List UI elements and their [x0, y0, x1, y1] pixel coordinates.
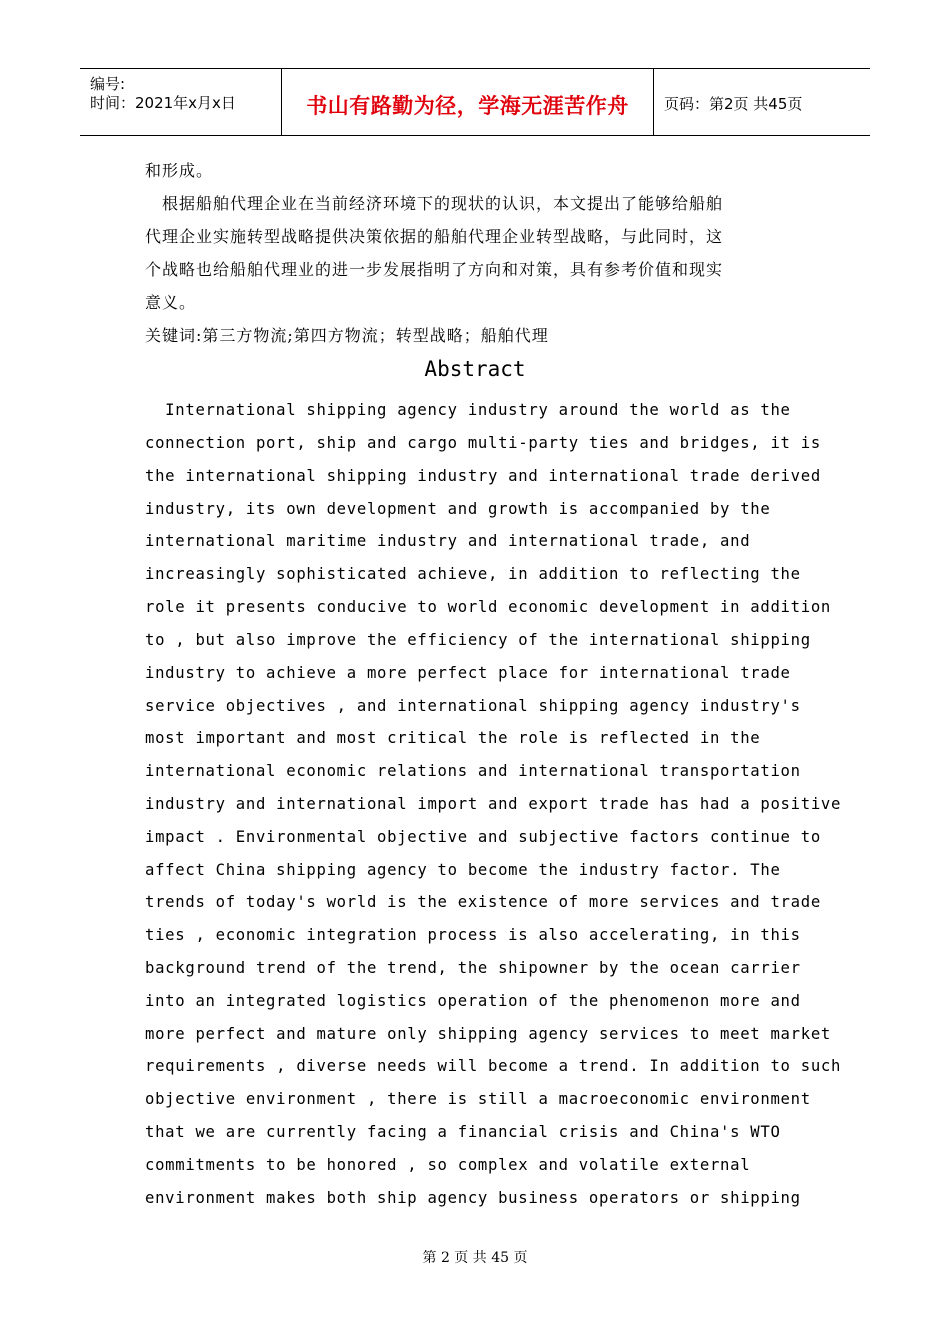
- abstract-line: international economic relations and international transportation: [145, 762, 801, 780]
- chinese-line: 代理企业实施转型战略提供决策依据的船舶代理企业转型战略，与此同时，这: [145, 227, 724, 246]
- abstract-line: to , but also improve the efficiency of the international shipping: [145, 631, 811, 649]
- header-page-info: 页码：第2页 共45页: [664, 95, 803, 113]
- abstract-line: most important and most critical the role is reflected in the: [145, 729, 761, 747]
- abstract-line: objective environment , there is still a macroeconomic environment: [145, 1090, 811, 1108]
- abstract-line: the international shipping industry and international trade derived: [145, 467, 821, 485]
- header-motto-cell: [281, 69, 654, 135]
- abstract-line: role it presents conducive to world economic development in addition: [145, 598, 831, 616]
- header-page-cell: [654, 69, 870, 135]
- abstract-line: connection port, ship and cargo multi-party ties and bridges, it is: [145, 434, 821, 452]
- abstract-line: into an integrated logistics operation of the phenomenon more and: [145, 992, 801, 1010]
- chinese-line: 和形成。: [145, 161, 214, 180]
- chinese-line: 个战略也给船舶代理业的进一步发展指明了方向和对策，具有参考价值和现实: [145, 260, 724, 279]
- abstract-line: affect China shipping agency to become the industry factor. The: [145, 861, 781, 879]
- abstract-line: trends of today's world is the existence of more services and trade: [145, 893, 821, 911]
- abstract-line: environment makes both ship agency business operators or shipping: [145, 1189, 801, 1207]
- abstract-line: commitments to be honored , so complex and volatile external: [145, 1156, 751, 1174]
- chinese-line: 意义。: [145, 293, 197, 312]
- page-footer: 第 2 页 共 45 页: [422, 1250, 528, 1266]
- abstract-line: that we are currently facing a financial crisis and China's WTO: [145, 1123, 781, 1141]
- abstract-line: industry to achieve a more perfect place for international trade: [145, 664, 791, 682]
- abstract-line: industry, its own development and growth is accompanied by the: [145, 500, 771, 518]
- abstract-line: increasingly sophisticated achieve, in addition to reflecting the: [145, 565, 801, 583]
- abstract-line: impact . Environmental objective and subjective factors continue to: [145, 828, 821, 846]
- chinese-line: 根据船舶代理企业在当前经济环境下的现状的认识，本文提出了能够给船舶: [145, 194, 724, 213]
- document-time-label: 时间：2021年x月x日: [90, 94, 236, 112]
- header-meta-cell: [80, 69, 281, 135]
- header-motto: 书山有路勤为径，学海无涯苦作舟: [306, 94, 629, 118]
- abstract-line: background trend of the trend, the shipowner by the ocean carrier: [145, 959, 801, 977]
- abstract-line: service objectives , and international shipping agency industry's: [145, 697, 801, 715]
- abstract-line: industry and international import and export trade has had a positive: [145, 795, 842, 813]
- keywords-line: 关键词:第三方物流;第四方物流；转型战略；船舶代理: [145, 326, 549, 345]
- document-number-label: 编号:: [90, 75, 126, 93]
- abstract-line: international maritime industry and international trade, and: [145, 532, 751, 550]
- abstract-line: International shipping agency industry around the world as the: [145, 401, 791, 419]
- abstract-title: Abstract: [424, 357, 526, 381]
- abstract-line: ties , economic integration process is also accelerating, in this: [145, 926, 801, 944]
- page-header: [80, 68, 870, 136]
- abstract-line: more perfect and mature only shipping agency services to meet market: [145, 1025, 831, 1043]
- abstract-line: requirements , diverse needs will become a trend. In addition to such: [145, 1057, 842, 1075]
